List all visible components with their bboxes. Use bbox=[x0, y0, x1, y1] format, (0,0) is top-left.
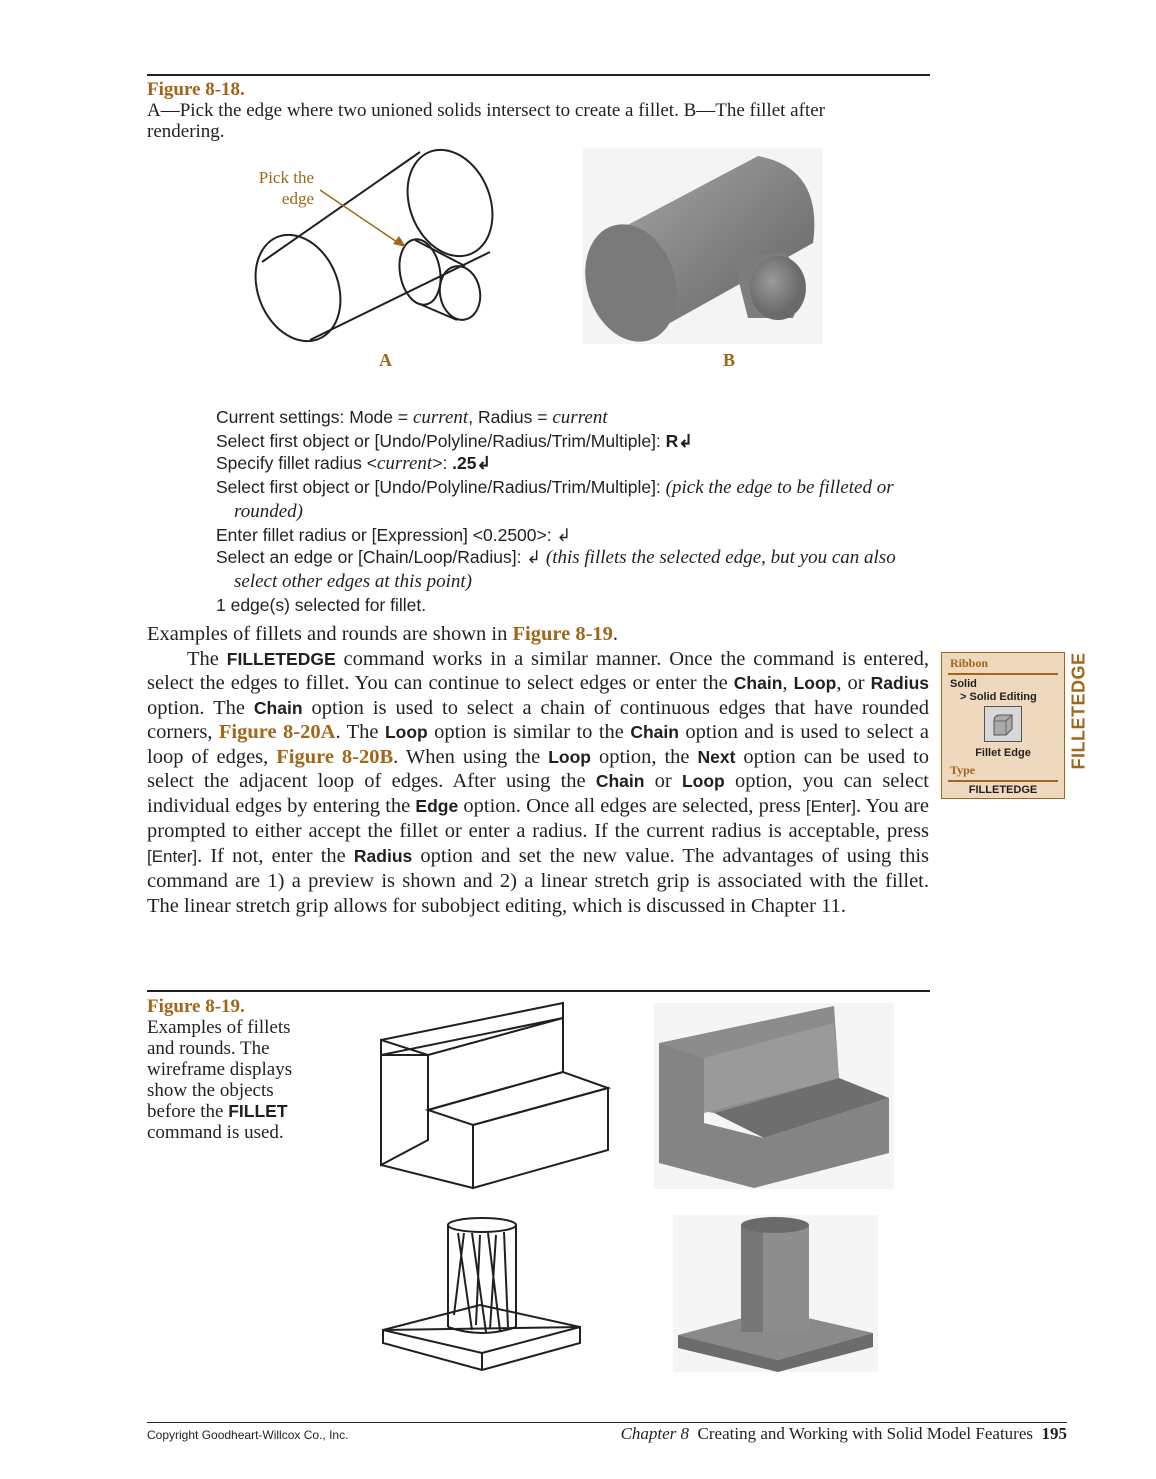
text-segment: . You are prompted to either accept the fillet or enter a radius. If the current radius is acceptable, press bbox=[147, 794, 929, 842]
text-segment: option. The bbox=[147, 696, 254, 719]
text-segment: current bbox=[412, 407, 469, 428]
command-keyword: Loop bbox=[793, 673, 837, 693]
chapter-number: Chapter 8 bbox=[620, 1424, 690, 1443]
running-footer bbox=[621, 1424, 1067, 1444]
text-segment: option, you can select individual edges by entering the bbox=[147, 770, 929, 817]
text-segment: Examples of fillets and rounds. The wireframe displays show the objects before the bbox=[147, 1017, 293, 1122]
command-keyword: FILLETEDGE bbox=[226, 648, 336, 669]
command-line bbox=[216, 524, 936, 547]
ribbon-panel: > Solid Editing bbox=[960, 691, 1037, 703]
text-segment: current bbox=[552, 407, 608, 428]
figure-label: Figure 8-18. bbox=[147, 79, 245, 100]
wireframe-cylinder-base bbox=[380, 1215, 585, 1375]
text-segment: . bbox=[612, 623, 619, 645]
command-keyword: Loop bbox=[681, 771, 725, 791]
text-segment: option is similar to the bbox=[427, 721, 631, 743]
command-keyword: Chain bbox=[253, 697, 303, 718]
rendered-cylinder-base bbox=[673, 1215, 878, 1372]
text-segment: >: bbox=[432, 453, 453, 474]
figure-reference-link[interactable]: Figure 8-20B bbox=[276, 745, 394, 768]
figure-reference-link[interactable]: Figure 8-20A bbox=[218, 721, 336, 743]
command-line bbox=[216, 546, 936, 593]
command-keyword: Chain bbox=[595, 771, 645, 791]
text-segment: . When using the bbox=[393, 745, 549, 768]
rendered-tee-illustration bbox=[583, 148, 823, 344]
rendered-step-block bbox=[654, 1003, 894, 1189]
ribbon-reference-box bbox=[941, 652, 1065, 799]
text-segment: option is used to select a chain of continuous edges that have rounded corners, bbox=[147, 696, 929, 743]
text-segment: Enter fillet radius or [Expression] <0.2500>: ↲ bbox=[216, 524, 572, 545]
wireframe-step-block bbox=[378, 1000, 612, 1192]
type-heading: Type bbox=[950, 763, 976, 777]
wireframe-tee-illustration bbox=[250, 140, 510, 350]
command-keyword: Loop bbox=[384, 722, 428, 742]
paragraph bbox=[147, 622, 929, 647]
command-keyword: Chain bbox=[733, 673, 783, 693]
command-keyword: .25↲ bbox=[452, 453, 492, 474]
command-line bbox=[216, 430, 936, 453]
command-line bbox=[216, 452, 936, 476]
command-keyword: Radius bbox=[870, 673, 930, 693]
text-segment: [Enter] bbox=[805, 796, 856, 816]
text-segment: Select first object or [Undo/Polyline/Radius/Trim/Multiple]: bbox=[216, 477, 666, 498]
text-segment: (pick the edge to be filleted or rounded) bbox=[234, 477, 894, 522]
text-segment: Current settings: Mode = bbox=[216, 407, 413, 427]
text-segment: 1 edge(s) selected for fillet. bbox=[216, 594, 427, 615]
text-segment: option can be used to select the adjacent loop of edges. After using the bbox=[147, 745, 929, 792]
text-segment: option. Once all edges are selected, press bbox=[458, 794, 806, 817]
figure-label: Figure 8-19. bbox=[147, 996, 245, 1017]
body-text bbox=[147, 622, 929, 918]
ribbon-tab: Solid bbox=[950, 678, 977, 690]
text-segment: . If not, enter the bbox=[197, 844, 354, 867]
text-segment: [Enter] bbox=[147, 846, 198, 866]
figure-8-19-caption bbox=[147, 996, 322, 1143]
text-segment: . The bbox=[335, 721, 385, 743]
text-segment: option, the bbox=[591, 745, 698, 768]
command-keyword: Edge bbox=[415, 795, 459, 816]
paragraph bbox=[147, 647, 929, 919]
figure-8-18-rule bbox=[147, 74, 930, 76]
command-keyword: Chain bbox=[630, 722, 679, 742]
command-keyword: FILLET bbox=[228, 1101, 288, 1121]
command-line bbox=[216, 476, 936, 523]
text-segment: option and set the new value. The advantages of using this command are 1) a preview is shown and 2) a linear stretch grip is associated with the fillet. The linear stretch grip allows for subobject editing, which is discussed in Chapter 11. bbox=[147, 844, 929, 917]
text-segment: , bbox=[782, 672, 794, 694]
divider bbox=[948, 780, 1058, 782]
callout-line-1: Pick the bbox=[258, 168, 314, 187]
copyright: Copyright Goodheart-Willcox Co., Inc. bbox=[147, 1428, 349, 1442]
callout-line-2: edge bbox=[281, 189, 314, 208]
vertical-label-text: FILLETEDGE bbox=[1068, 652, 1089, 770]
panel-a-label: A bbox=[379, 350, 392, 370]
command-sequence bbox=[216, 406, 936, 616]
command-keyword: R↲ bbox=[665, 430, 693, 451]
divider bbox=[948, 673, 1058, 675]
caption-text: A—Pick the edge where two unioned solids intersect to create a fillet. B—The fillet after rendering. bbox=[147, 100, 825, 142]
command-keyword: Radius bbox=[353, 845, 413, 866]
vertical-command-label bbox=[1068, 652, 1090, 770]
text-segment: option and is used to select a loop of edges, bbox=[147, 721, 930, 768]
fillet-edge-button[interactable] bbox=[984, 706, 1022, 742]
text-segment: , Radius = bbox=[468, 407, 553, 427]
text-segment: or bbox=[644, 770, 682, 792]
text-segment: The bbox=[187, 647, 227, 670]
text-segment: (this fillets the selected edge, but you can also select other edges at this point) bbox=[234, 547, 896, 592]
callout-arrow bbox=[320, 190, 400, 244]
type-command: FILLETEDGE bbox=[968, 784, 1038, 796]
figure-reference-link[interactable]: Figure 8-19 bbox=[512, 623, 613, 645]
command-line bbox=[216, 594, 936, 617]
text-segment: , or bbox=[836, 672, 871, 694]
caption-text bbox=[147, 1017, 322, 1143]
text-segment: command is used. bbox=[147, 1122, 284, 1143]
page-number: 195 bbox=[1041, 1424, 1067, 1443]
command-keyword: Next bbox=[697, 746, 736, 767]
figure-8-18-caption bbox=[147, 79, 907, 142]
figure-8-19-rule bbox=[147, 990, 930, 992]
page-footer bbox=[147, 1422, 1067, 1443]
chapter-title: Creating and Working with Solid Model Features bbox=[697, 1424, 1033, 1443]
text-segment: Select first object or [Undo/Polyline/Radius/Trim/Multiple]: bbox=[216, 430, 666, 451]
command-keyword: Loop bbox=[548, 746, 591, 767]
text-segment: Examples of fillets and rounds are shown in bbox=[147, 623, 513, 645]
command-line bbox=[216, 406, 936, 430]
ribbon-heading: Ribbon bbox=[950, 656, 989, 670]
text-segment: current bbox=[376, 453, 433, 475]
text-segment: Select an edge or [Chain/Loop/Radius]: ↲ bbox=[216, 547, 546, 568]
button-label: Fillet Edge bbox=[975, 747, 1031, 759]
panel-b-label: B bbox=[723, 350, 736, 370]
text-segment: Specify fillet radius < bbox=[216, 453, 377, 474]
text-segment: command works in a similar manner. Once the command is entered, select the edges to fillet. You can continue to select edges or enter the bbox=[147, 647, 929, 694]
fillet-edge-icon bbox=[990, 711, 1016, 737]
